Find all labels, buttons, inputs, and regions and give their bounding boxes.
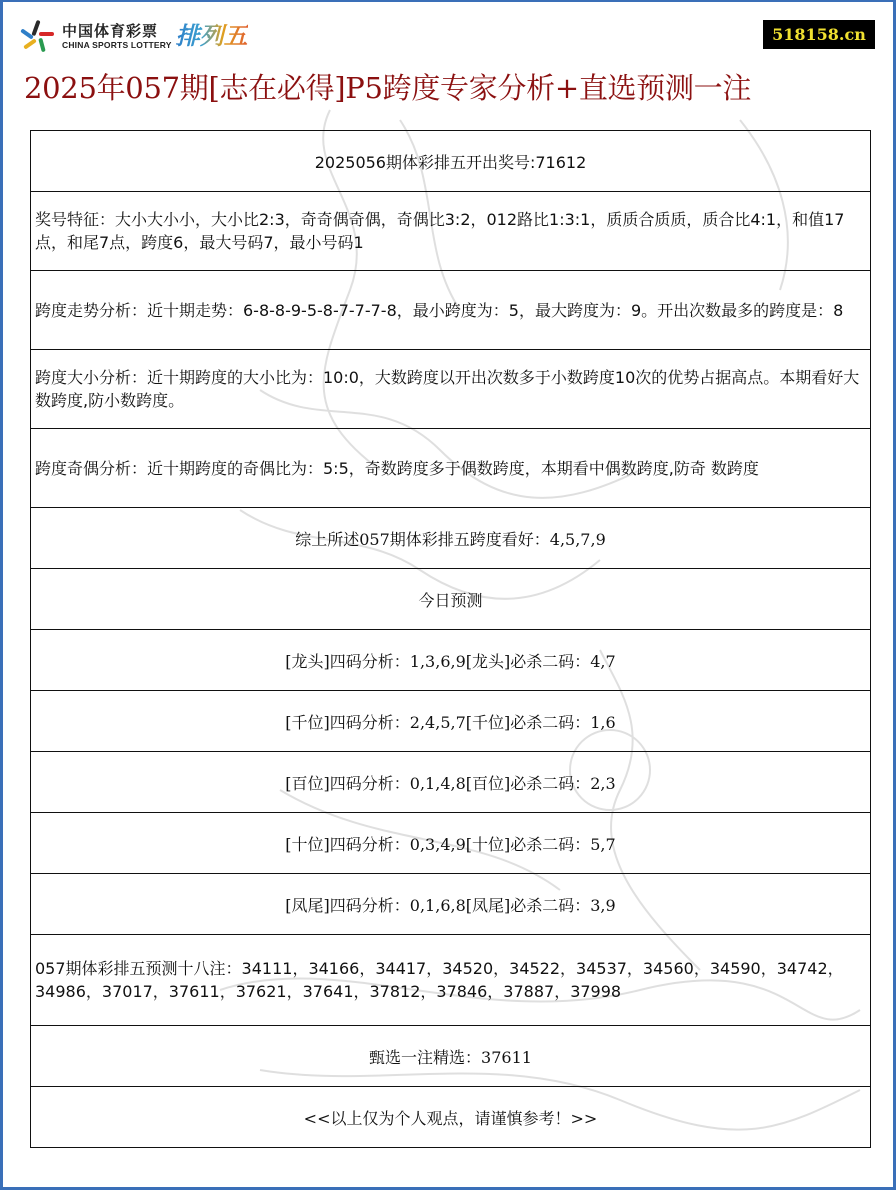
table-row: [31, 813, 871, 874]
number-features-cell: 奖号特征：大小大小小，大小比2:3，奇奇偶奇偶，奇偶比3:2，012路比1:3:1，质质合质质，质合比4:1，和值17点，和尾7点，跨度6，最大号码7，最小号码1: [31, 192, 871, 271]
table-row: [31, 508, 871, 569]
table-row: [31, 935, 871, 1026]
table-row: [31, 271, 871, 350]
featured-pick-cell: 甄选一注精选：37611: [31, 1026, 871, 1087]
span-summary-cell: 综上所述057期体彩排五跨度看好：4,5,7,9: [31, 508, 871, 569]
logo-english-text: CHINA SPORTS LOTTERY: [62, 39, 172, 50]
span-size-cell: 跨度大小分析：近十期跨度的大小比为：10:0，大数跨度以开出次数多于小数跨度10次的优势占据高点。本期看好大数跨度,防小数跨度。: [31, 350, 871, 429]
table-row: [31, 429, 871, 508]
table-row: [31, 874, 871, 935]
table-row: [31, 192, 871, 271]
page-header: [0, 0, 896, 62]
table-row: [31, 131, 871, 192]
position-analysis-first: [龙头]四码分析：1,3,6,9[龙头]必杀二码：4,7: [31, 630, 871, 691]
site-badge[interactable]: 518158.cn: [763, 20, 875, 49]
draw-result-cell: 2025056期体彩排五开出奖号:71612: [31, 131, 871, 192]
lottery-logo[interactable]: [18, 18, 248, 54]
position-analysis-tens: [十位]四码分析：0,3,4,9[十位]必杀二码：5,7: [31, 813, 871, 874]
table-row: [31, 1026, 871, 1087]
position-analysis-hundreds: [百位]四码分析：0,1,4,8[百位]必杀二码：2,3: [31, 752, 871, 813]
span-parity-cell: 跨度奇偶分析：近十期跨度的奇偶比为：5:5，奇数跨度多于偶数跨度，本期看中偶数跨度,防奇 数跨度: [31, 429, 871, 508]
position-analysis-thousands: [千位]四码分析：2,4,5,7[千位]必杀二码：1,6: [31, 691, 871, 752]
table-row: [31, 630, 871, 691]
eighteen-picks-cell: 057期体彩排五预测十八注：34111，34166，34417，34520，34522，34537，34560，34590，34742，34986，37017，37611，37621，37641，37812，37846，37887，37998: [31, 935, 871, 1026]
disclaimer-cell: <<以上仅为个人观点，请谨慎参考！>>: [31, 1087, 871, 1148]
analysis-table: [30, 130, 871, 1148]
table-row: [31, 350, 871, 429]
lottery-star-icon: [18, 18, 56, 54]
page-title: 2025年057期[志在必得]P5跨度专家分析+直选预测一注: [24, 71, 752, 105]
table-row: [31, 1087, 871, 1148]
table-row: [31, 752, 871, 813]
table-row: [31, 569, 871, 630]
today-prediction-heading: 今日预测: [31, 569, 871, 630]
table-row: [31, 691, 871, 752]
span-trend-cell: 跨度走势分析：近十期走势：6-8-8-9-5-8-7-7-7-8，最小跨度为：5，最大跨度为：9。开出次数最多的跨度是：8: [31, 271, 871, 350]
logo-product-name: 排列五: [175, 22, 248, 50]
position-analysis-last: [凤尾]四码分析：0,1,6,8[凤尾]必杀二码：3,9: [31, 874, 871, 935]
logo-chinese-text: 中国体育彩票: [62, 21, 159, 40]
